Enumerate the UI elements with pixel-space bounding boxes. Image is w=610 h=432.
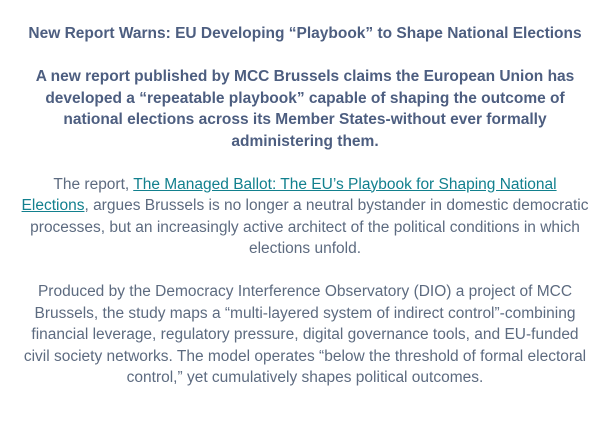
report-paragraph-before-link: The report, (53, 175, 134, 193)
body-paragraph: Produced by the Democracy Interference Observatory (DIO) a project of MCC Brussels, the study maps a “multi-layered system of indirect control”-combining financial leverage, regulatory pressure, digital governance tools, and EU-funded civil society networks. The model operates “below the threshold of formal electoral control,” yet cumulatively shapes political outcomes. (23, 283, 587, 386)
article-lede: A new report published by MCC Brussels claims the European Union has developed a “repeatable playbook” capable of shaping the outcome of national elections across its Member States-without ever formally administering them. (35, 68, 575, 150)
report-paragraph (18, 174, 592, 260)
report-paragraph-after-link: , argues Brussels is no longer a neutral bystander in domestic democratic processes, but an increasingly active architect of the political conditions in which elections unfold. (30, 197, 589, 257)
article-title: New Report Warns: EU Developing “Playbook” to Shape National Elections (28, 25, 582, 42)
report-title-link[interactable]: The Managed Ballot: The EU’s Playbook for Shaping National Elections (21, 175, 557, 214)
